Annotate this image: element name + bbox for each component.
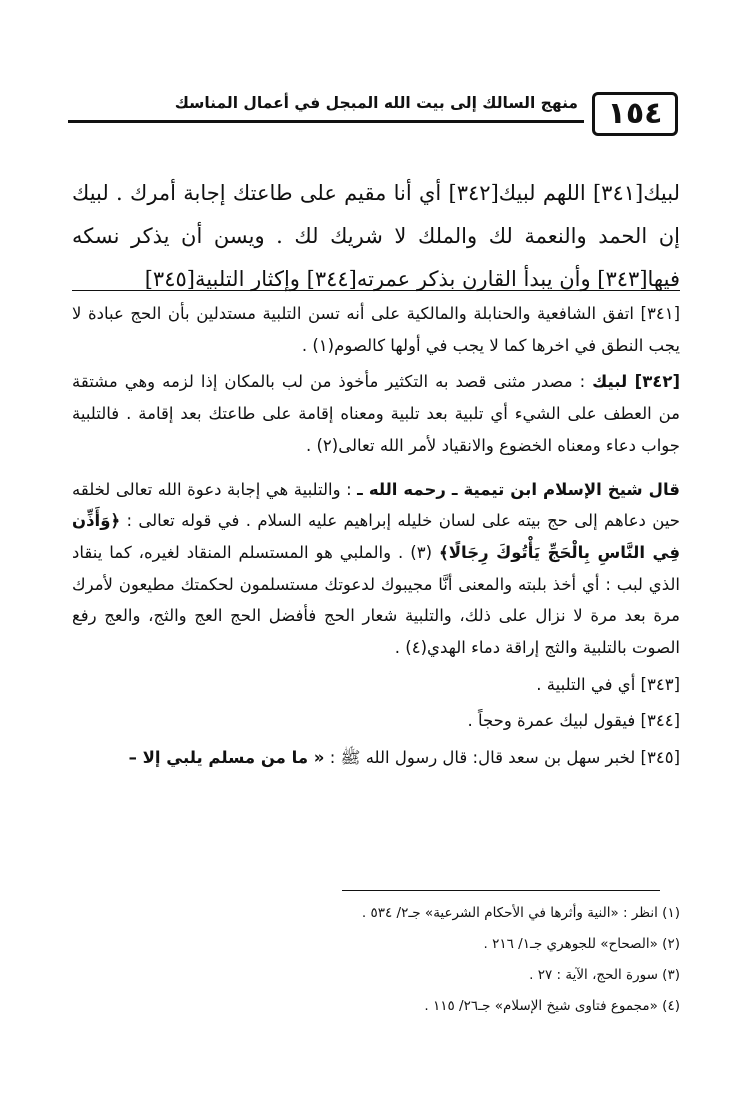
note-text: فيقول لبيك عمرة وحجاً .	[467, 711, 641, 731]
footnote-1: (١) انظر : «النية وأثرها في الأحكام الشرعية» جـ٢/ ٥٣٤ .	[361, 905, 680, 921]
note-text: اتفق الشافعية والحنابلة والمالكية على أنه تسن التلبية مستدلين بأن الحج عبادة لا يجب النطق في اخرها كما لا يجب في أولها كالصوم(١) .	[72, 304, 680, 355]
notes-section	[72, 298, 680, 774]
running-title: منهج السالك إلى بيت الله المبجل في أعمال المناسك	[174, 94, 578, 112]
note-text: : مصدر مثنى قصد به التكثير مأخوذ من لب بالمكان إذا لزمه وهي مشتقة من العطف على الشيء أي تلبية بعد تلبية ومعناه إقامة على طاعتك بعد إقامة . فالتلبية جواب دعاء ومعناه الخضوع والانقياد لأمر الله تعالى(٢) .	[72, 372, 680, 455]
note-label: [٣٤٤]	[640, 711, 680, 731]
notes-separator	[72, 290, 680, 291]
note-text: أي في التلبية .	[536, 674, 641, 694]
footnote-4: (٤) «مجموع فتاوى شيخ الإسلام» جـ٢٦/ ١١٥ .	[424, 998, 680, 1014]
note-label: [٣٤١]	[640, 304, 680, 323]
main-paragraph: لبيك[٣٤١] اللهم لبيك[٣٤٢] أي أنا مقيم على طاعتك إجابة أمرك . لبيك إن الحمد والنعمة لك والملك لا شريك لك . ويسن أن يذكر نسكه فيها[٣٤٣] وأن يبدأ القارن بذكر عمرته[٣٤٤] وإكثار التلبية[٣٤٥]	[72, 181, 680, 291]
note-text: : والتلبية هي إجابة دعوة الله تعالى لخلقه حين دعاهم إلى حج بيته على لسان خليله إبراهيم عليه السلام . في قوله تعالى :	[72, 479, 680, 531]
note-label: [٣٤٢] لبيك	[592, 372, 680, 392]
main-text	[72, 172, 680, 301]
note-341	[72, 298, 680, 361]
note-345	[72, 742, 680, 774]
note-text: لخبر سهل بن سعد قال: قال رسول الله ﷺ :	[324, 748, 641, 768]
header-rule	[68, 120, 584, 123]
note-344	[72, 705, 680, 737]
note-label: قال شيخ الإسلام ابن تيمية ـ رحمه الله ـ	[357, 479, 680, 499]
note-label: [٣٤٥]	[640, 748, 680, 768]
page-header	[68, 92, 678, 136]
note-342	[72, 366, 680, 461]
quran-quote: ﴿وَأَذِّن فِي النَّاسِ بِالْحَجِّ يَأْتُوكَ رِجَالًا﴾	[72, 511, 680, 562]
footnote-2: (٢) «الصحاح» للجوهري جـ١/ ٢١٦ .	[483, 936, 680, 952]
note-text-tail: (٣) . والملبي هو المستسلم المنقاد لغيره، كما ينقاد الذي لبب : أي أخذ بلبته والمعنى أنَّا مجيبوك لدعوتك مستسلمون لحكمتك مطيعون لأمرك مرة بعد مرة لا نزال على ذلك، والتلبية شعار الحج فأفضل الحج العج والثج، والعج رفع الصوت بالتلبية والثج إراقة دماء الهدي(٤) .	[72, 542, 680, 658]
page-number: ١٥٤	[592, 92, 678, 136]
hadith-quote: « ما من مسلم يلبي إلا –	[128, 748, 325, 768]
footnotes-rule	[342, 890, 660, 891]
footnotes	[150, 898, 680, 1022]
note-343	[72, 669, 680, 701]
footnote-3: (٣) سورة الحج، الآية : ٢٧ .	[529, 967, 680, 983]
note-ibn-taymiyyah	[72, 474, 680, 664]
note-label: [٣٤٣]	[640, 674, 680, 694]
